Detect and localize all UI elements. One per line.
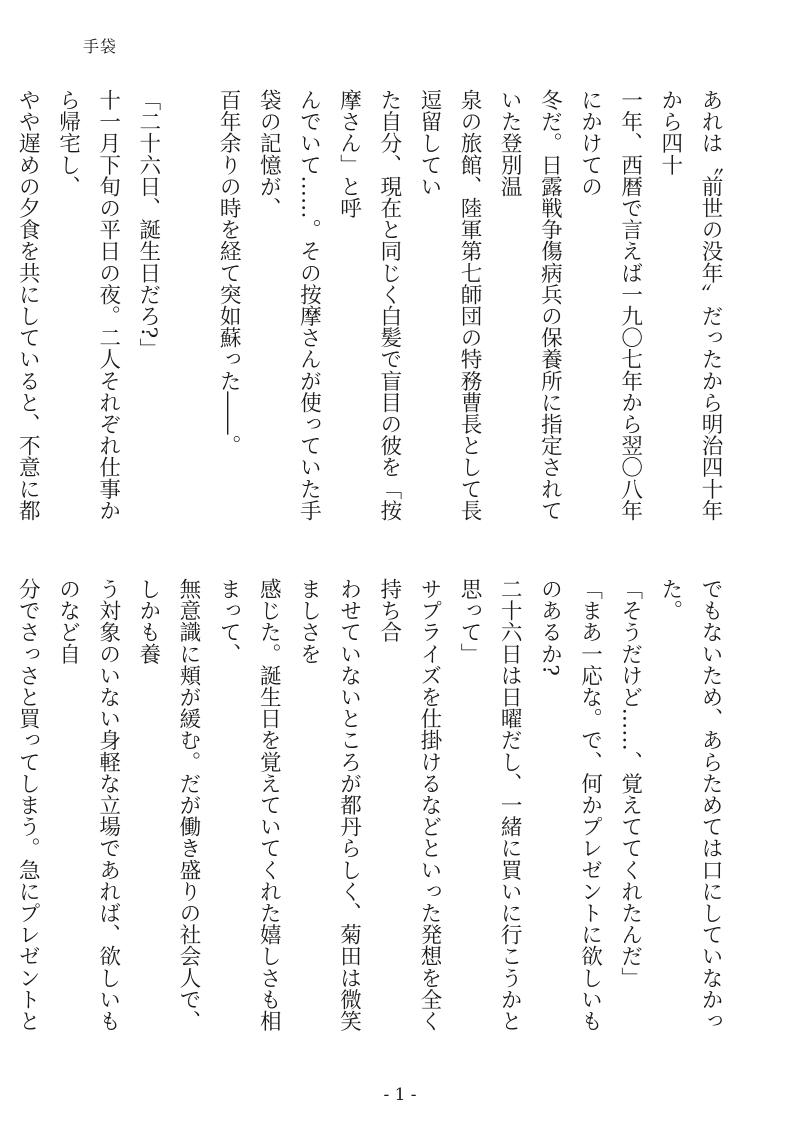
text-line: 感じた。誕生日を覚えていてくれた嬉しさも相まって、 — [216, 578, 282, 1032]
text-line: 泉の旅館、陸軍第七師団の特務曹長として長逗留してい — [416, 89, 483, 521]
header-title: 手袋 — [83, 37, 118, 56]
text-line: 一年、西暦で言えば一九〇七年から翌〇八年にかけての — [577, 89, 643, 521]
text-line: でもないため、あらためては口にしていなかった。 — [657, 578, 723, 1032]
text-line: あれは〝前世の没年〟だったから明治四十年から四十 — [657, 89, 723, 521]
page-number: - 1 - — [383, 1085, 417, 1105]
text-block-top — [15, 89, 730, 534]
text-line: 分でさっさと買ってしまう。急にプレゼントと — [15, 578, 41, 1032]
text-line: 「二十六日、誕生日だろ?」 — [135, 89, 161, 360]
text-line: 冬だ。日露戦争傷病兵の保養所に指定されていた登別温 — [497, 89, 563, 521]
text-block-bottom — [15, 578, 730, 1048]
text-line: わせていないところが都丹らしく、菊田は微笑ましさを — [296, 578, 362, 1032]
text-line: 二十六日は日曜だし、一緒に買いに行こうかと思って」 — [457, 578, 523, 1032]
text-line: 「そうだけど……、覚えててくれたんだ」 — [617, 578, 643, 989]
text-line: 百年余りの時を経て突如蘇った――。 — [216, 89, 242, 457]
blank-line — [168, 89, 208, 534]
text-line: んでいて……。その按摩さんが使っていた手袋の記憶が、 — [256, 89, 322, 521]
text-line: サプライズを仕掛けるなどといった発想を全く持ち合 — [376, 578, 442, 1032]
text-line: う対象のいない身軽な立場であれば、欲しいものなど自 — [55, 578, 121, 1032]
text-line: やや遅めの夕食を共にしていると、不意に都 — [15, 89, 41, 521]
text-line: 無意識に頬が緩む。だが働き盛りの社会人で、しかも養 — [135, 578, 201, 1032]
text-line: た自分、現在と同じく白髪で盲目の彼を「按摩さん」と呼 — [336, 89, 402, 521]
text-line: 「まあ一応な。で、何かプレゼントに欲しいものあるか? — [537, 578, 603, 1032]
text-line: 十一月下旬の平日の夜。二人それぞれ仕事から帰宅し、 — [55, 89, 121, 521]
